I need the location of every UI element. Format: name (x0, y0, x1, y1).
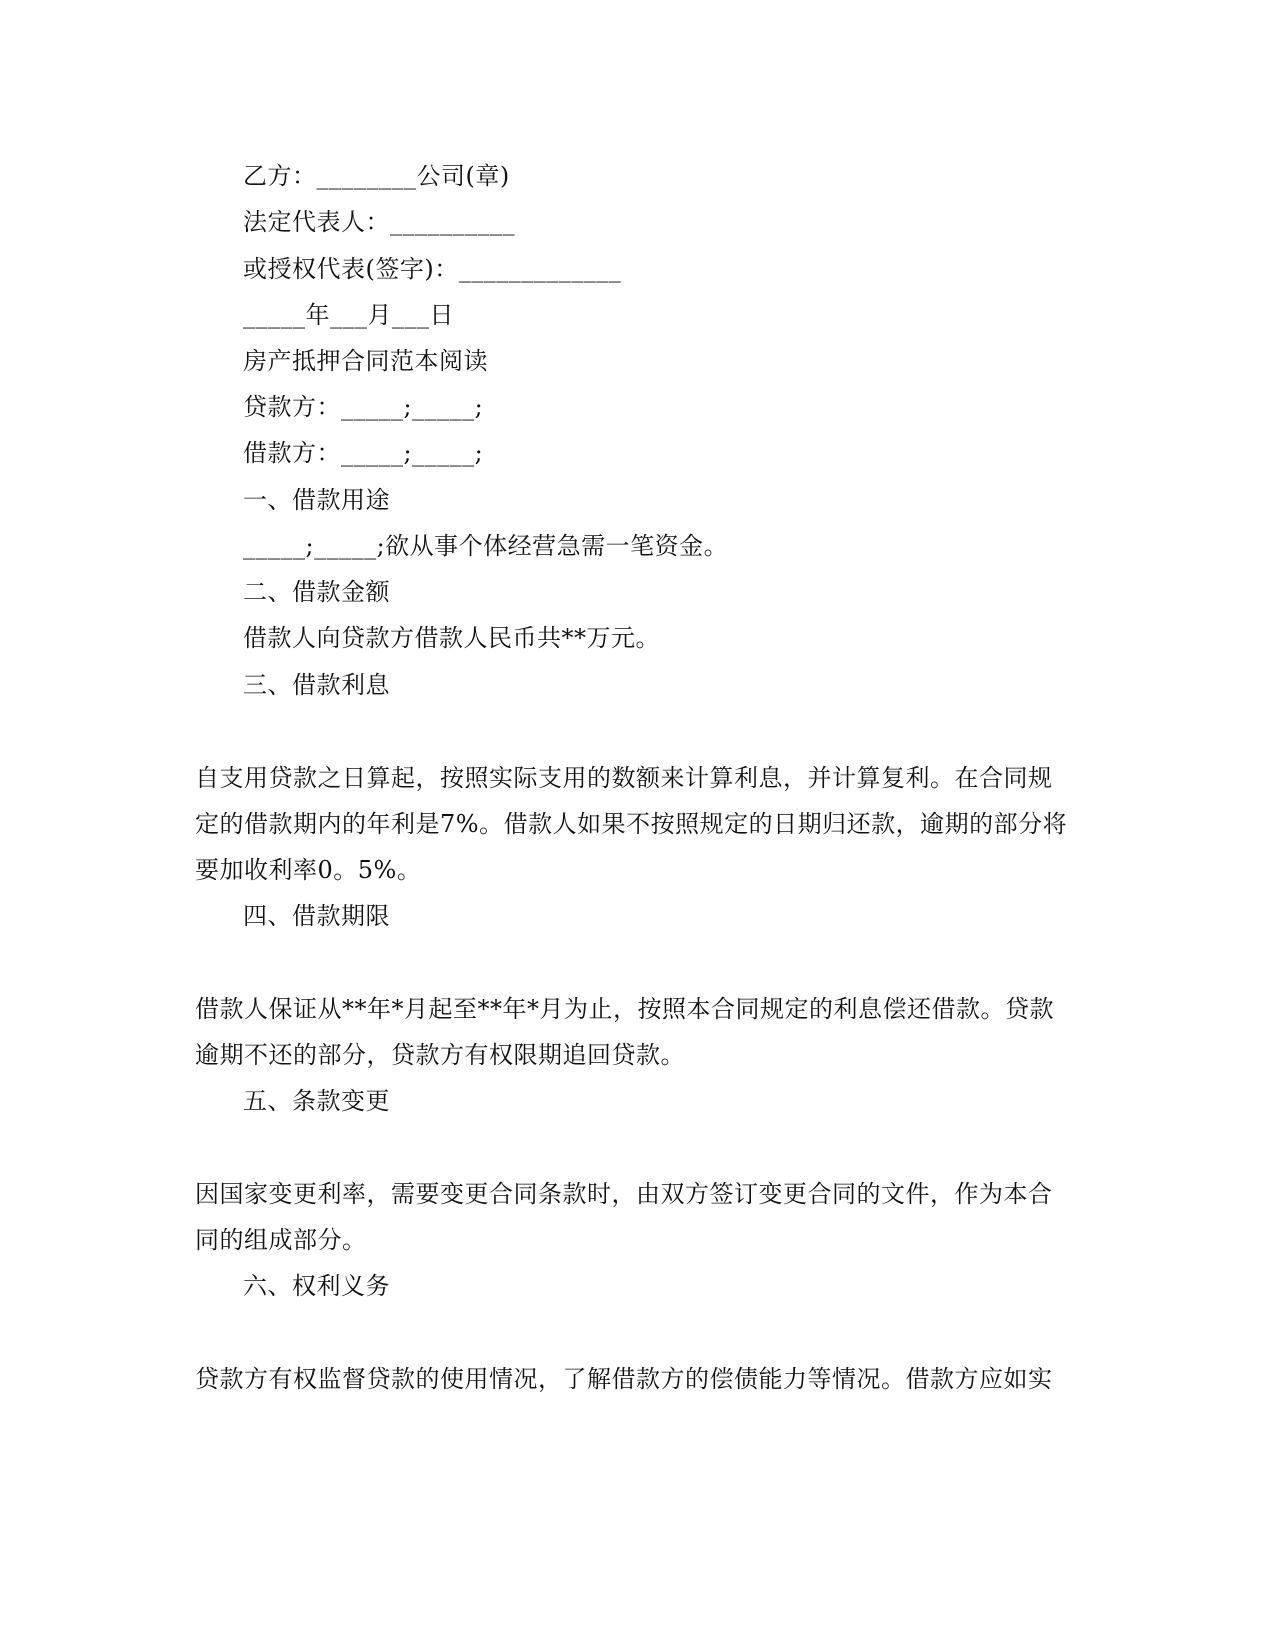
lender-line: 贷款方：_____;_____; (243, 393, 484, 421)
borrower-line: 借款方：_____;_____; (243, 439, 484, 467)
heading-rights-obligations: 六、权利义务 (243, 1272, 390, 1300)
section-title: 房产抵押合同范本阅读 (243, 347, 488, 375)
interest-paragraph-line-2: 定的借款期内的年利是7%。借款人如果不按照规定的日期归还款，逾期的部分将 (195, 810, 1068, 838)
heading-loan-interest: 三、借款利息 (243, 671, 390, 699)
term-paragraph-line-2: 逾期不还的部分，贷款方有权限期追回贷款。 (195, 1041, 685, 1069)
heading-loan-purpose: 一、借款用途 (243, 486, 390, 514)
loan-amount-text: 借款人向贷款方借款人民币共**万元。 (243, 624, 660, 652)
heading-loan-amount: 二、借款金额 (243, 578, 390, 606)
interest-paragraph-line-3: 要加收利率0。5%。 (195, 856, 422, 884)
party-b-line: 乙方：________公司(章) (243, 162, 510, 190)
interest-paragraph-line-1: 自支用贷款之日算起，按照实际支用的数额来计算利息，并计算复利。在合同规 (195, 764, 1053, 792)
authorized-representative-line: 或授权代表(签字)：_____________ (243, 255, 622, 283)
rights-paragraph-line-1: 贷款方有权监督贷款的使用情况，了解借款方的偿债能力等情况。借款方应如实 (195, 1365, 1053, 1393)
change-paragraph-line-2: 同的组成部分。 (195, 1226, 367, 1254)
term-paragraph-line-1: 借款人保证从**年*月起至**年*月为止，按照本合同规定的利息偿还借款。贷款 (195, 995, 1054, 1023)
legal-representative-line: 法定代表人：__________ (243, 208, 515, 236)
date-line: _____年___月___日 (243, 301, 454, 329)
loan-purpose-text: _____;_____;欲从事个体经营急需一笔资金。 (243, 532, 729, 560)
heading-clause-change: 五、条款变更 (243, 1087, 390, 1115)
heading-loan-term: 四、借款期限 (243, 902, 390, 930)
change-paragraph-line-1: 因国家变更利率，需要变更合同条款时，由双方签订变更合同的文件，作为本合 (195, 1180, 1053, 1208)
